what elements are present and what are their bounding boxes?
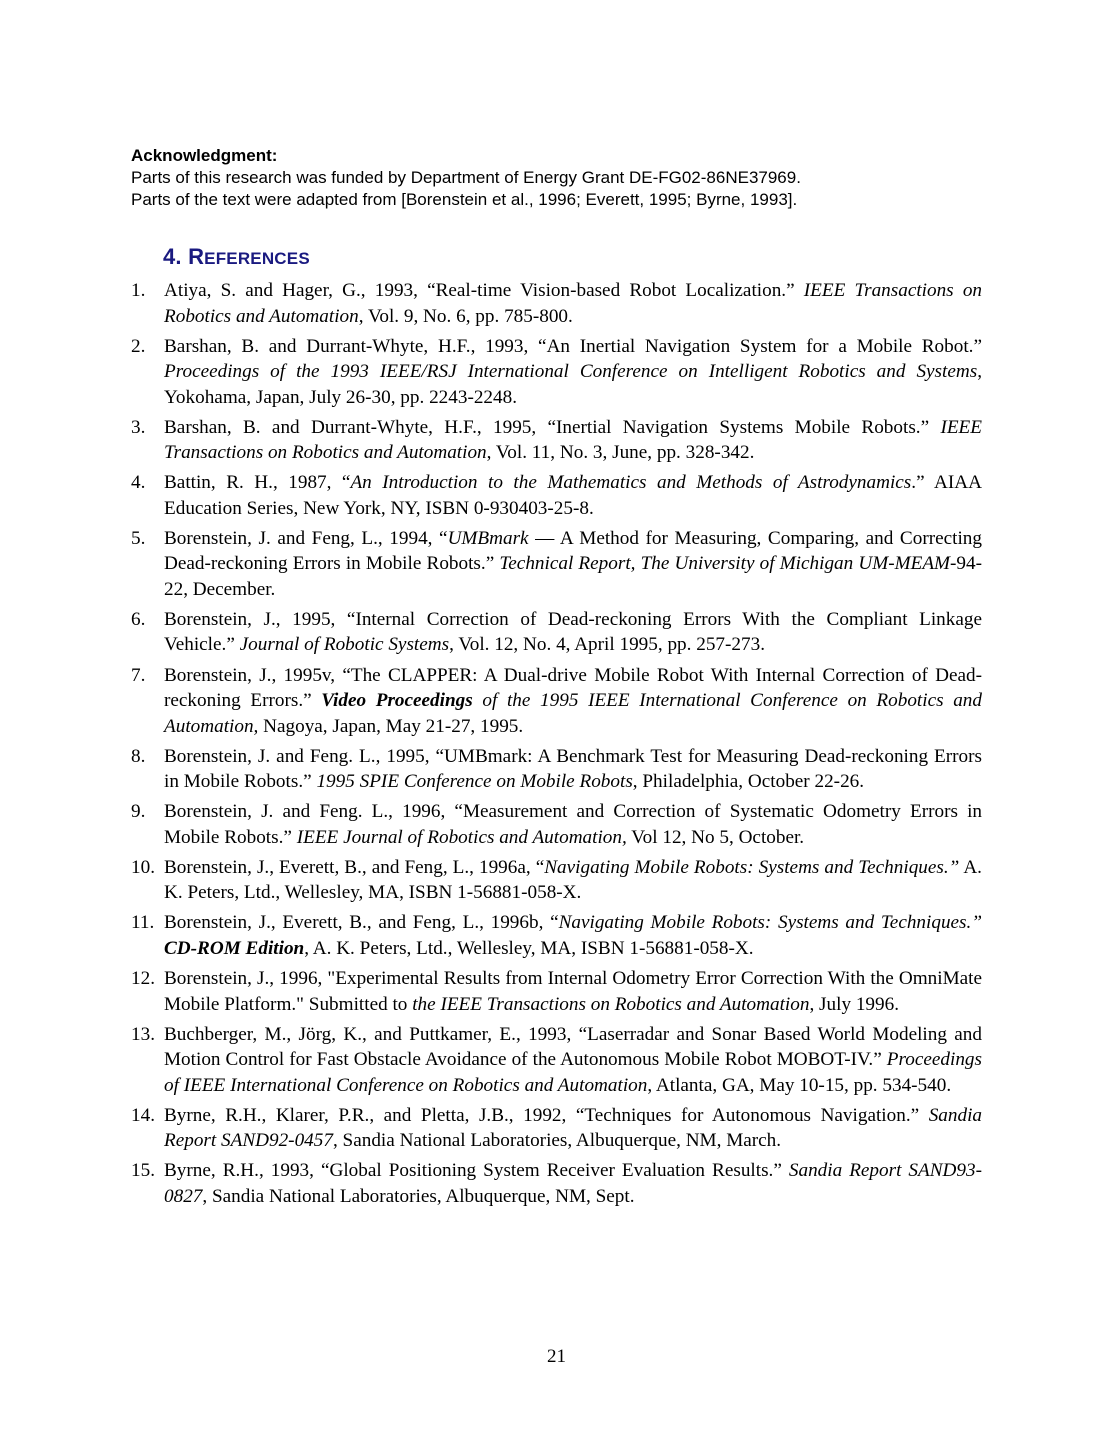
reference-number: 10. [131, 856, 155, 878]
reference-text: Borenstein, J. and Feng. L., 1996, “Measurement and Correction of Systematic Odometry Errors in Mobile Robots.” [164, 801, 982, 848]
reference-text: Byrne, R.H., 1993, “Global Positioning System Receiver Evaluation Results.” [164, 1160, 789, 1182]
reference-emphasis: Sandia Report SAND93-0827 [164, 1160, 982, 1207]
section-number: 4. [163, 244, 182, 269]
reference-number: 8. [131, 745, 146, 767]
reference-text: — A Method for Measuring, Comparing, and Correcting Dead-reckoning Errors in Mobile Robots.” [164, 527, 982, 575]
reference-number: 11. [131, 912, 155, 934]
reference-item [131, 470, 982, 521]
reference-text: Borenstein, J. and Feng, L., 1994, “ [164, 527, 448, 549]
reference-text: , Sandia National Laboratories, Albuquerque, NM, March. [332, 1130, 782, 1152]
reference-number: 4. [131, 472, 146, 494]
section-heading-references [163, 244, 310, 270]
reference-emphasis: IEEE Transactions on Robotics and Automation [164, 280, 983, 327]
reference-emphasis: IEEE Journal of Robotics and Automation, [296, 826, 627, 848]
reference-item [131, 855, 982, 906]
reference-text: Borenstein, J., 1996, "Experimental Results from Internal Odometry Error Correction With the OmniMate Mobile Platform." Submitted to [164, 968, 982, 1015]
reference-number: 12. [131, 968, 155, 990]
reference-text: Barshan, B. and Durrant-Whyte, H.F., 1995, “Inertial Navigation Systems Mobile Robots.” [164, 416, 941, 438]
reference-text: Nagoya, Japan, May 21-27, 1995. [258, 715, 524, 737]
reference-text: , A. K. Peters, Ltd., Wellesley, MA, ISBN 1-56881-058-X. [304, 937, 754, 959]
reference-item [131, 966, 982, 1017]
reference-emphasis: Technical Report, The University of Michigan UM-MEAM [499, 553, 951, 575]
reference-emphasis: Proceedings of the 1993 IEEE/RSJ International Conference on Intelligent Robotics and Systems [164, 361, 978, 383]
reference-text: Atiya, S. and Hager, G., 1993, “Real-time Vision-based Robot Localization.” [164, 280, 804, 301]
section-title-rest: EFERENCES [204, 249, 310, 268]
reference-text: , Philadelphia, October 22-26. [632, 771, 865, 793]
reference-item [131, 910, 982, 961]
reference-number: 14. [131, 1104, 155, 1126]
reference-number: 9. [131, 801, 146, 823]
reference-item [131, 526, 982, 603]
reference-item [131, 1158, 982, 1209]
reference-item [131, 799, 982, 850]
reference-text: Buchberger, M., Jörg, K., and Puttkamer, E., 1993, “Laserradar and Sonar Based World Modeling and Motion Control for Fast Obstacle Avoidance of the Autonomous Mobile Robot MOBOT-IV.” [164, 1023, 982, 1071]
reference-text: Borenstein, J., 1995, “Internal Correction of Dead-reckoning Errors With the Compliant Linkage Vehicle.” [164, 608, 982, 656]
reference-emphasis: CD-ROM Edition [164, 937, 305, 959]
reference-number: 3. [131, 416, 146, 438]
references-list [131, 278, 982, 1214]
reference-emphasis: IEEE Transactions on Robotics and Automation [164, 416, 982, 464]
reference-text: , Vol. 12, No. 4, April 1995, pp. 257-273. [449, 634, 765, 656]
reference-item [131, 607, 982, 658]
reference-item [131, 663, 982, 740]
reference-text: A. K. Peters, Ltd., Wellesley, MA, ISBN 1-56881-058-X. [164, 856, 982, 904]
reference-text: Borenstein, J., 1995v, “The CLAPPER: A Dual-drive Mobile Robot With Internal Correction of Dead-reckoning Errors.” [164, 664, 982, 712]
reference-emphasis: UMBmark [447, 527, 529, 549]
reference-item [131, 1022, 982, 1099]
reference-emphasis: Journal of Robotic Systems [239, 634, 450, 656]
reference-item [131, 415, 982, 466]
reference-text: Byrne, R.H., Klarer, P.R., and Pletta, J.B., 1992, “Techniques for Autonomous Navigation.” [164, 1104, 929, 1126]
reference-emphasis: Navigating Mobile Robots: Systems and Techniques.” [544, 856, 960, 878]
reference-text: .” AIAA Education Series, New York, NY, ISBN 0-930403-25-8. [164, 472, 982, 519]
reference-text: Borenstein, J., Everett, B., and Feng, L., 1996a, “ [164, 856, 545, 878]
reference-text: Battin, R. H., 1987, “ [164, 472, 351, 494]
reference-item [131, 1103, 982, 1154]
reference-number: 13. [131, 1023, 155, 1045]
reference-emphasis: An Introduction to the Mathematics and Methods of Astrodynamics [350, 472, 912, 494]
reference-emphasis: Navigating Mobile Robots: Systems and Techniques.” [558, 912, 982, 934]
reference-emphasis: of the 1995 IEEE International Conference on Robotics and Automation, [164, 690, 982, 737]
acknowledgment-block [131, 145, 801, 211]
acknowledgment-line: Parts of the text were adapted from [Borenstein et al., 1996; Everett, 1995; Byrne, 1993]. [131, 190, 798, 209]
reference-number: 2. [131, 335, 146, 357]
reference-text: , Vol. 11, No. 3, June, pp. 328-342. [486, 442, 755, 464]
reference-text: , Sandia National Laboratories, Albuquerque, NM, Sept. [202, 1185, 635, 1207]
reference-number: 15. [131, 1160, 155, 1182]
reference-item [131, 278, 982, 329]
reference-text: , July 1996. [809, 993, 900, 1015]
reference-item [131, 744, 982, 795]
reference-emphasis: Video Proceedings [321, 690, 473, 712]
reference-number: 7. [131, 664, 146, 686]
acknowledgment-title: Acknowledgment: [131, 146, 278, 165]
reference-text: Vol 12, No 5, October. [626, 826, 805, 848]
reference-text: Borenstein, J. and Feng. L., 1995, “UMBmark: A Benchmark Test for Measuring Dead-reckoning Errors in Mobile Robots.” [164, 745, 982, 793]
reference-emphasis: the IEEE Transactions on Robotics and Automation [412, 993, 810, 1015]
reference-text: -94-22, December. [164, 553, 982, 600]
reference-item [131, 334, 982, 411]
reference-text: Borenstein, J., Everett, B., and Feng, L., 1996b, “ [164, 912, 559, 934]
reference-number: 5. [131, 527, 146, 549]
reference-text: , Yokohama, Japan, July 26-30, pp. 2243-2248. [164, 361, 982, 408]
reference-text: Barshan, B. and Durrant-Whyte, H.F., 1993, “An Inertial Navigation System for a Mobile Robot.” [164, 335, 982, 357]
page-number: 21 [547, 1346, 566, 1367]
acknowledgment-line: Parts of this research was funded by Department of Energy Grant DE-FG02-86NE37969. [131, 168, 801, 187]
reference-emphasis: Sandia Report SAND92-0457 [164, 1104, 982, 1152]
reference-number: 6. [131, 608, 146, 630]
reference-emphasis: 1995 SPIE Conference on Mobile Robots [316, 771, 633, 793]
reference-text: , Atlanta, GA, May 10-15, pp. 534-540. [647, 1074, 952, 1096]
section-title-initial: R [188, 244, 205, 269]
reference-emphasis: Proceedings of IEEE International Conference on Robotics and Automation [164, 1049, 982, 1096]
reference-number: 1. [131, 280, 146, 301]
reference-text: , Vol. 9, No. 6, pp. 785-800. [358, 305, 573, 327]
